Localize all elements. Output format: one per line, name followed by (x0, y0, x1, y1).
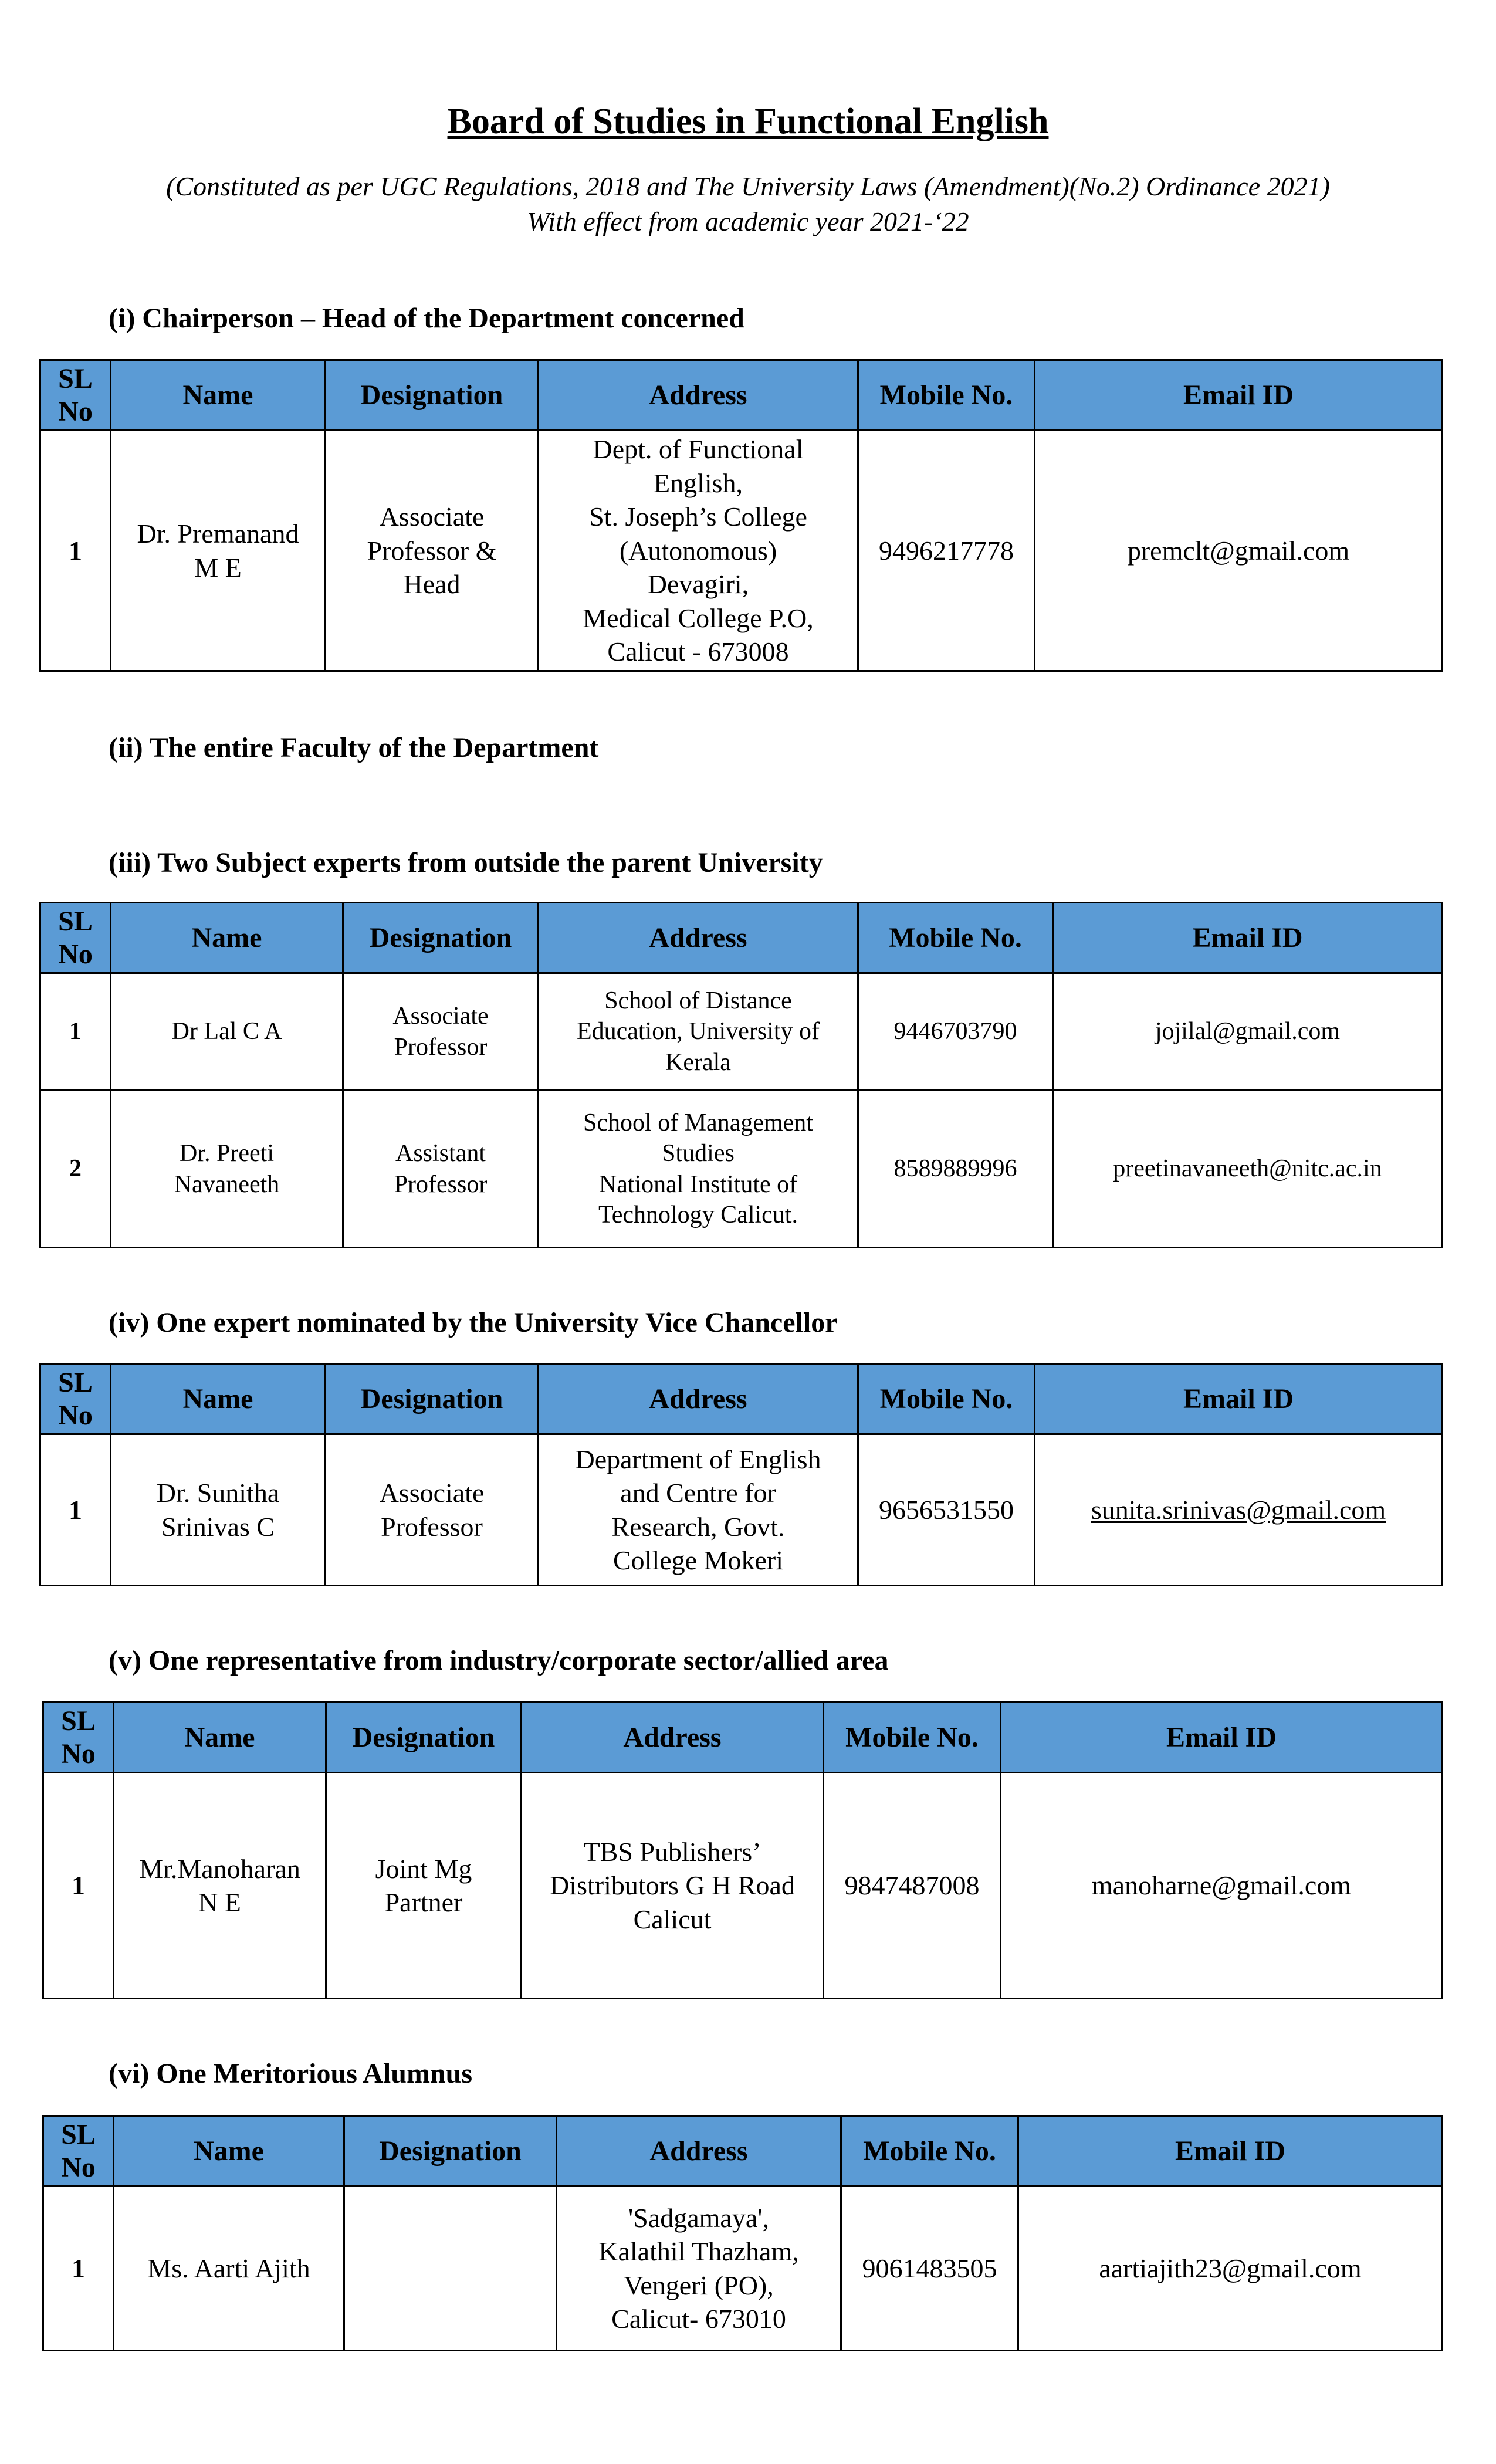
cell-designation: Associate Professor (326, 1434, 539, 1586)
col-header-name: Name (114, 2116, 344, 2187)
cell-email: aartiajith23@gmail.com (1018, 2187, 1443, 2351)
cell-designation: Assistant Professor (343, 1091, 539, 1248)
cell-sl: 1 (40, 1434, 111, 1586)
cell-email: premclt@gmail.com (1035, 431, 1443, 671)
table-header-row (40, 360, 1443, 431)
col-header-sl: SL No (43, 1703, 114, 1773)
cell-address: TBS Publishers’ Distributors G H Road Calicut (522, 1773, 824, 1999)
cell-sl: 1 (40, 431, 111, 671)
col-header-mobile: Mobile No. (858, 1364, 1035, 1434)
col-header-sl: SL No (40, 360, 111, 431)
cell-sl: 2 (40, 1091, 111, 1248)
col-header-sl: SL No (43, 2116, 114, 2187)
cell-sl: 1 (43, 1773, 114, 1999)
cell-mobile: 9847487008 (824, 1773, 1001, 1999)
cell-address: 'Sadgamaya', Kalathil Thazham, Vengeri (PO), Calicut- 673010 (557, 2187, 841, 2351)
section-heading-chairperson: (i) Chairperson – Head of the Department concerned (109, 303, 744, 334)
col-header-address: Address (539, 360, 858, 431)
col-header-address: Address (539, 1364, 858, 1434)
col-header-designation: Designation (344, 2116, 557, 2187)
cell-name: Dr. Preeti Navaneeth (111, 1091, 343, 1248)
col-header-name: Name (114, 1703, 326, 1773)
col-header-email: Email ID (1001, 1703, 1443, 1773)
cell-address: School of Distance Education, University of Kerala (539, 973, 858, 1091)
table-row (40, 973, 1443, 1091)
cell-mobile: 9446703790 (858, 973, 1053, 1091)
cell-name: Ms. Aarti Ajith (114, 2187, 344, 2351)
col-header-mobile: Mobile No. (858, 903, 1053, 973)
cell-address: School of Management Studies National Institute of Technology Calicut. (539, 1091, 858, 1248)
cell-name: Dr Lal C A (111, 973, 343, 1091)
col-header-email: Email ID (1018, 2116, 1443, 2187)
section-heading-industry: (v) One representative from industry/corporate sector/allied area (109, 1645, 889, 1676)
section-heading-faculty: (ii) The entire Faculty of the Department (109, 732, 599, 763)
col-header-name: Name (111, 903, 343, 973)
subtitle-line-2: With effect from academic year 2021-‘22 (527, 207, 969, 236)
table-row (43, 1773, 1443, 1999)
cell-name: Dr. Sunitha Srinivas C (111, 1434, 326, 1586)
cell-email: manoharne@gmail.com (1001, 1773, 1443, 1999)
section-heading-vc-nominee: (iv) One expert nominated by the University Vice Chancellor (109, 1307, 838, 1338)
cell-address: Dept. of Functional English, St. Joseph’s College (Autonomous) Devagiri, Medical College P.O, Calicut - 673008 (539, 431, 858, 671)
col-header-designation: Designation (326, 360, 539, 431)
table-header-row (43, 2116, 1443, 2187)
cell-email: sunita.srinivas@gmail.com (1035, 1434, 1443, 1586)
section-heading-alumnus: (vi) One Meritorious Alumnus (109, 2058, 472, 2089)
col-header-mobile: Mobile No. (841, 2116, 1018, 2187)
section-heading-subject-experts: (iii) Two Subject experts from outside the parent University (109, 847, 823, 878)
table-header-row (43, 1703, 1443, 1773)
table-row (40, 431, 1443, 671)
col-header-email: Email ID (1035, 1364, 1443, 1434)
col-header-designation: Designation (326, 1364, 539, 1434)
cell-sl: 1 (43, 2187, 114, 2351)
table-header-row (40, 903, 1443, 973)
cell-designation (344, 2187, 557, 2351)
cell-mobile: 9656531550 (858, 1434, 1035, 1586)
col-header-name: Name (111, 360, 326, 431)
cell-designation: Associate Professor & Head (326, 431, 539, 671)
vc-nominee-table (39, 1363, 1443, 1586)
col-header-designation: Designation (326, 1703, 522, 1773)
cell-mobile: 9061483505 (841, 2187, 1018, 2351)
col-header-address: Address (539, 903, 858, 973)
col-header-address: Address (522, 1703, 824, 1773)
col-header-sl: SL No (40, 903, 111, 973)
cell-designation: Associate Professor (343, 973, 539, 1091)
col-header-name: Name (111, 1364, 326, 1434)
cell-name: Mr.Manoharan N E (114, 1773, 326, 1999)
col-header-designation: Designation (343, 903, 539, 973)
col-header-email: Email ID (1035, 360, 1443, 431)
cell-email: jojilal@gmail.com (1053, 973, 1443, 1091)
table-row (40, 1091, 1443, 1248)
cell-mobile: 9496217778 (858, 431, 1035, 671)
chairperson-table (39, 359, 1443, 672)
table-header-row (40, 1364, 1443, 1434)
cell-name: Dr. Premanand M E (111, 431, 326, 671)
col-header-address: Address (557, 2116, 841, 2187)
cell-sl: 1 (40, 973, 111, 1091)
cell-mobile: 8589889996 (858, 1091, 1053, 1248)
alumnus-table (42, 2115, 1443, 2351)
col-header-mobile: Mobile No. (824, 1703, 1001, 1773)
col-header-email: Email ID (1053, 903, 1443, 973)
table-row (40, 1434, 1443, 1586)
subject-experts-table (39, 902, 1443, 1248)
col-header-sl: SL No (40, 1364, 111, 1434)
cell-address: Department of English and Centre for Research, Govt. College Mokeri (539, 1434, 858, 1586)
page-title: Board of Studies in Functional English (447, 101, 1049, 141)
cell-email: preetinavaneeth@nitc.ac.in (1053, 1091, 1443, 1248)
subtitle-line-1: (Constituted as per UGC Regulations, 2018 and The University Laws (Amendment)(No.2) Ordinance 2021) (166, 171, 1330, 201)
table-row (43, 2187, 1443, 2351)
cell-designation: Joint Mg Partner (326, 1773, 522, 1999)
col-header-mobile: Mobile No. (858, 360, 1035, 431)
industry-table (42, 1701, 1443, 1999)
